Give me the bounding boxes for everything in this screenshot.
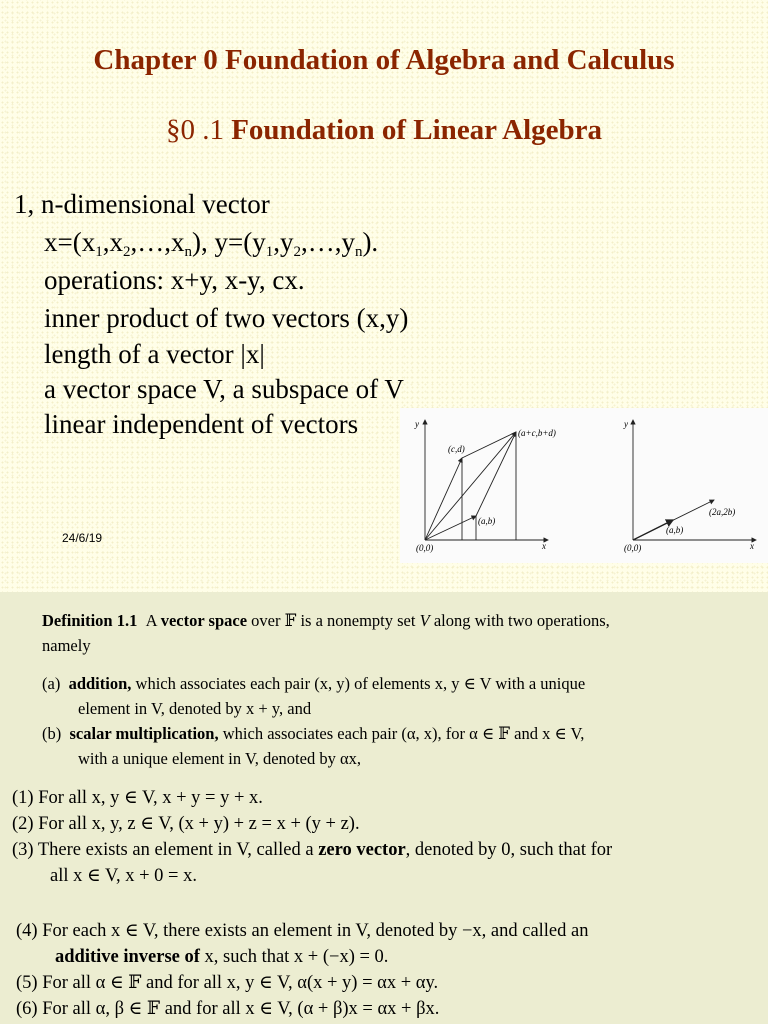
slide-date: 24/6/19 xyxy=(62,531,103,545)
point-ab-label: (a,b) xyxy=(478,516,496,526)
point-2ab-label: (2a,2b) xyxy=(709,507,736,517)
axiom-3: (3) There exists an element in V, called a zero vector, denoted by 0, such that for xyxy=(12,840,613,860)
operations-line: operations: x+y, x-y, cx. xyxy=(44,265,305,295)
axiom-5: (5) For all α ∈ 𝔽 and for all x, y ∈ V, α(x + y) = αx + αy. xyxy=(16,973,439,993)
section-title xyxy=(0,114,768,147)
left-y-label: y xyxy=(415,419,419,429)
axiom-2: (2) For all x, y, z ∈ V, (x + y) + z = x + (y + z). xyxy=(12,814,360,834)
inner-product-line: inner product of two vectors (x,y) xyxy=(44,303,409,333)
parallel-1 xyxy=(462,432,516,458)
left-origin-label: (0,0) xyxy=(416,543,434,553)
axiom-4-line-2: additive inverse of x, such that x + (−x) = 0. xyxy=(55,947,389,967)
definition-item-a-line-2: element in V, denoted by x + y, and xyxy=(78,699,312,718)
axiom-3-line-2: all x ∈ V, x + 0 = x. xyxy=(50,866,197,886)
axiom-1: (1) For all x, y ∈ V, x + y = y + x. xyxy=(12,788,263,808)
chapter-title: Chapter 0 Foundation of Algebra and Calculus xyxy=(93,44,675,76)
point-cd-label: (c,d) xyxy=(448,444,465,454)
vector-figure xyxy=(400,408,768,563)
vector-space-line: a vector space V, a subspace of V xyxy=(44,374,404,404)
length-line: length of a vector |x| xyxy=(44,339,265,369)
vector-definition-line: $x=(x_1,x_2,\dots,x_n)$, $y=(y_1,y_2,\dots,y_n)$. xyxy=(44,227,379,260)
axiom-6: (6) For all α, β ∈ 𝔽 and for all x ∈ V, (α + β)x = αx + βx. xyxy=(16,999,440,1019)
point-ab-right-label: (a,b) xyxy=(666,525,684,535)
definition-line-1: Definition 1.1 A vector space over 𝔽 is a nonempty set V along with two operations, xyxy=(42,611,610,630)
right-y-label: y xyxy=(624,419,628,429)
right-origin-label: (0,0) xyxy=(624,543,642,553)
section-number: §0 .1 xyxy=(165,114,224,146)
point-sum-label: (a+c,b+d) xyxy=(518,428,556,438)
vector-ab xyxy=(425,516,476,540)
right-x-label: x xyxy=(750,541,754,551)
item-heading: 1, n-dimensional vector xyxy=(14,189,270,219)
linear-independence-line: linear independent of vectors xyxy=(44,409,359,439)
vector-cd xyxy=(425,458,462,540)
definition-item-b: (b) scalar multiplication, which associates each pair (α, x), for α ∈ 𝔽 and x ∈ V, xyxy=(42,724,585,743)
vector-sum xyxy=(425,432,516,540)
left-x-label: x xyxy=(542,541,546,551)
definition-line-2: namely xyxy=(42,636,91,655)
section-title-text: Foundation of Linear Algebra xyxy=(231,114,603,146)
definition-item-a: (a) addition, which associates each pair (x, y) of elements x, y ∈ V with a unique xyxy=(42,674,586,693)
parallel-2 xyxy=(476,432,516,516)
definition-panel xyxy=(0,592,768,1024)
definition-item-b-line-2: with a unique element in V, denoted by αx, xyxy=(78,749,361,768)
right-graph xyxy=(633,420,756,540)
axiom-4: (4) For each x ∈ V, there exists an element in V, denoted by −x, and called an xyxy=(16,921,589,941)
